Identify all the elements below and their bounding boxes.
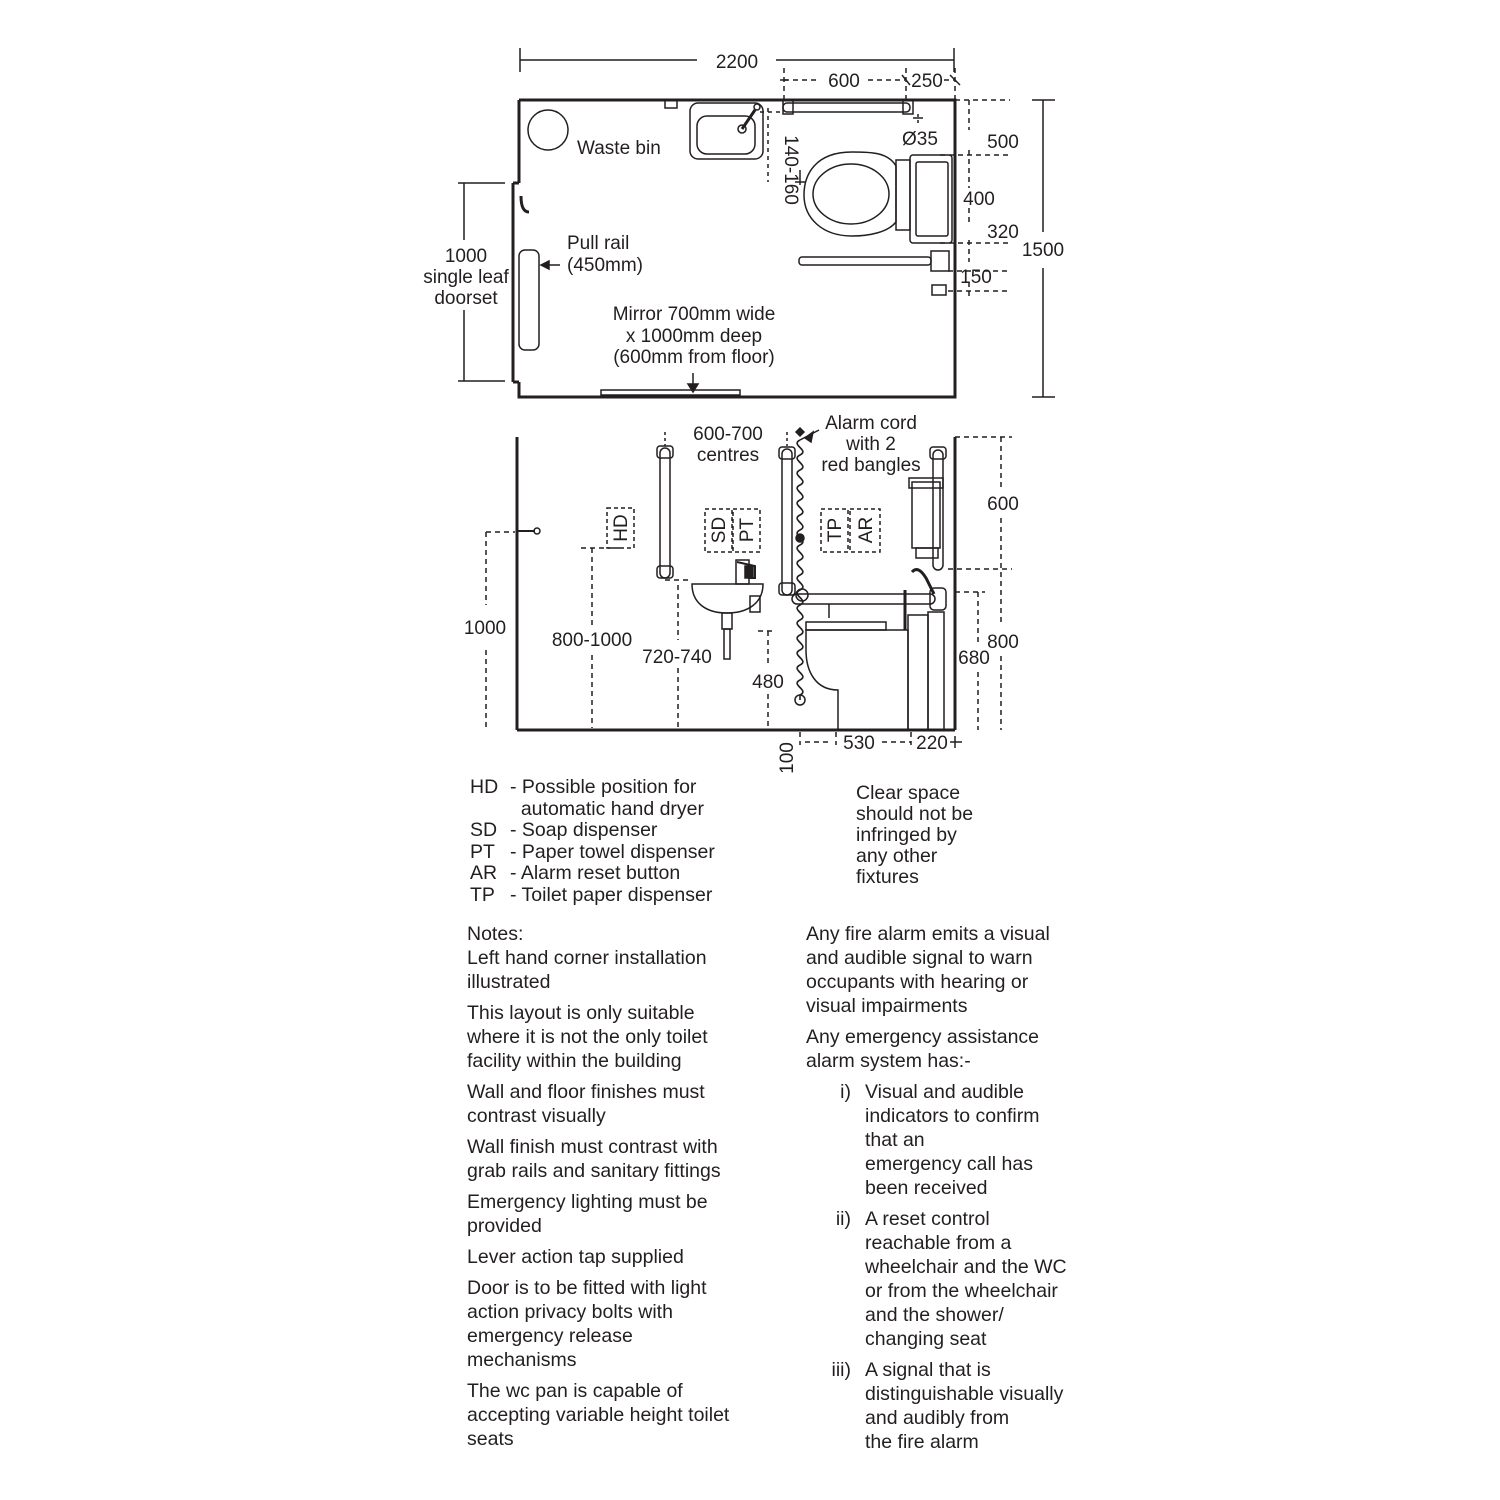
pull-rail-label-2: (450mm)	[567, 255, 644, 276]
clear-space-note: Clear space should not be infringed by any other fixtures	[856, 782, 974, 888]
pt-box-label: PT	[737, 517, 758, 543]
alarm-system-note: Any emergency assistance alarm system has:-	[806, 1026, 1040, 1072]
note-paragraph: Emergency lighting must be provided	[467, 1191, 708, 1237]
dim-720-740: 720-740	[642, 647, 712, 668]
note-paragraph: Notes: Left hand corner installation illustrated	[467, 923, 707, 993]
dim-600-elev: 600	[987, 494, 1019, 515]
dim-320: 320	[987, 222, 1019, 243]
legend-item: automatic hand dryer	[510, 797, 705, 820]
dim-1500: 1500	[1021, 240, 1065, 261]
pull-rail-label-1: Pull rail	[567, 233, 630, 254]
pull-rail	[519, 250, 539, 350]
dim-150: 150	[960, 267, 992, 288]
note-paragraph: Wall and floor finishes must contrast visually	[467, 1081, 705, 1127]
note-paragraph: Door is to be fitted with light action privacy bolts with emergency release mechanisms	[467, 1277, 707, 1371]
ar-box-label: AR	[856, 516, 877, 544]
mirror-label-1: Mirror 700mm wide	[612, 304, 776, 325]
basin-elevation-icon	[692, 560, 763, 659]
notes-right	[806, 922, 1067, 1461]
dim-600-700: 600-700	[693, 424, 763, 445]
note-paragraph: This layout is only suitable where it is not the only toilet facility within the building	[467, 1002, 708, 1072]
dim-800: 800	[987, 632, 1019, 653]
sd-box-label: SD	[709, 516, 730, 544]
waste-bin-label: Waste bin	[577, 138, 661, 159]
wc-plan-icon	[804, 152, 952, 243]
vertical-grab-rail	[660, 448, 670, 578]
notes-left	[467, 922, 729, 1458]
dim-1000: 1000	[463, 618, 507, 639]
legend	[470, 777, 715, 906]
dim-2200: 2200	[715, 52, 759, 73]
dim-480: 480	[752, 672, 784, 693]
alarm-label-3: red bangles	[821, 455, 921, 476]
top-grab-rail	[783, 103, 910, 112]
list-item: iii) A signal that is distinguishable visually and audibly from the fire alarm	[831, 1359, 1064, 1453]
hd-box-label: HD	[611, 514, 632, 542]
note-paragraph: Wall finish must contrast with grab rails and sanitary fittings	[467, 1136, 721, 1182]
dim-680: 680	[958, 648, 990, 669]
basin-icon	[665, 100, 763, 159]
mirror	[601, 390, 740, 395]
dim-dia35: Ø35	[902, 129, 938, 150]
alarm-label-2: with 2	[846, 434, 896, 455]
dim-500: 500	[987, 132, 1019, 153]
dim-140-160: 140-160	[780, 135, 801, 205]
dim-250: 250	[911, 71, 943, 92]
legend-item: PT - Paper towel dispenser	[470, 840, 715, 863]
legend-item: AR - Alarm reset button	[470, 862, 681, 884]
door-label-3: doorset	[434, 288, 498, 309]
elevation-view	[486, 428, 1012, 748]
waste-bin-icon	[528, 110, 568, 150]
legend-item: HD - Possible position for	[470, 776, 697, 798]
list-item: i) Visual and audible indicators to confirm that an emergency call has been received	[840, 1081, 1040, 1199]
legend-item: SD - Soap dispenser	[470, 819, 658, 841]
dim-530: 530	[843, 733, 875, 754]
tp-box-label: TP	[825, 517, 846, 543]
mirror-label-2: x 1000mm deep	[625, 326, 763, 347]
note-paragraph: Lever action tap supplied	[467, 1246, 684, 1268]
dim-centres: centres	[696, 445, 760, 466]
drop-down-rail	[799, 257, 931, 265]
list-item: ii) A reset control reachable from a wheelchair and the WC or from the wheelchair and the shower/ changing seat	[835, 1208, 1067, 1350]
mirror-label-3: (600mm from floor)	[613, 347, 775, 368]
door-label-2: single leaf	[423, 267, 509, 288]
dim-100: 100	[777, 742, 798, 774]
legend-item: TP - Toilet paper dispenser	[470, 883, 713, 906]
door-label-1: 1000	[444, 246, 488, 267]
dim-220: 220	[916, 733, 948, 754]
dim-800-1000: 800-1000	[551, 630, 633, 651]
note-paragraph: The wc pan is capable of accepting variable height toilet seats	[467, 1380, 730, 1450]
alarm-label-1: Alarm cord	[825, 413, 917, 434]
dim-400: 400	[963, 189, 995, 210]
fire-alarm-note: Any fire alarm emits a visual and audible signal to warn occupants with hearing or visual impairments	[806, 923, 1050, 1017]
dim-600-plan: 600	[828, 71, 860, 92]
